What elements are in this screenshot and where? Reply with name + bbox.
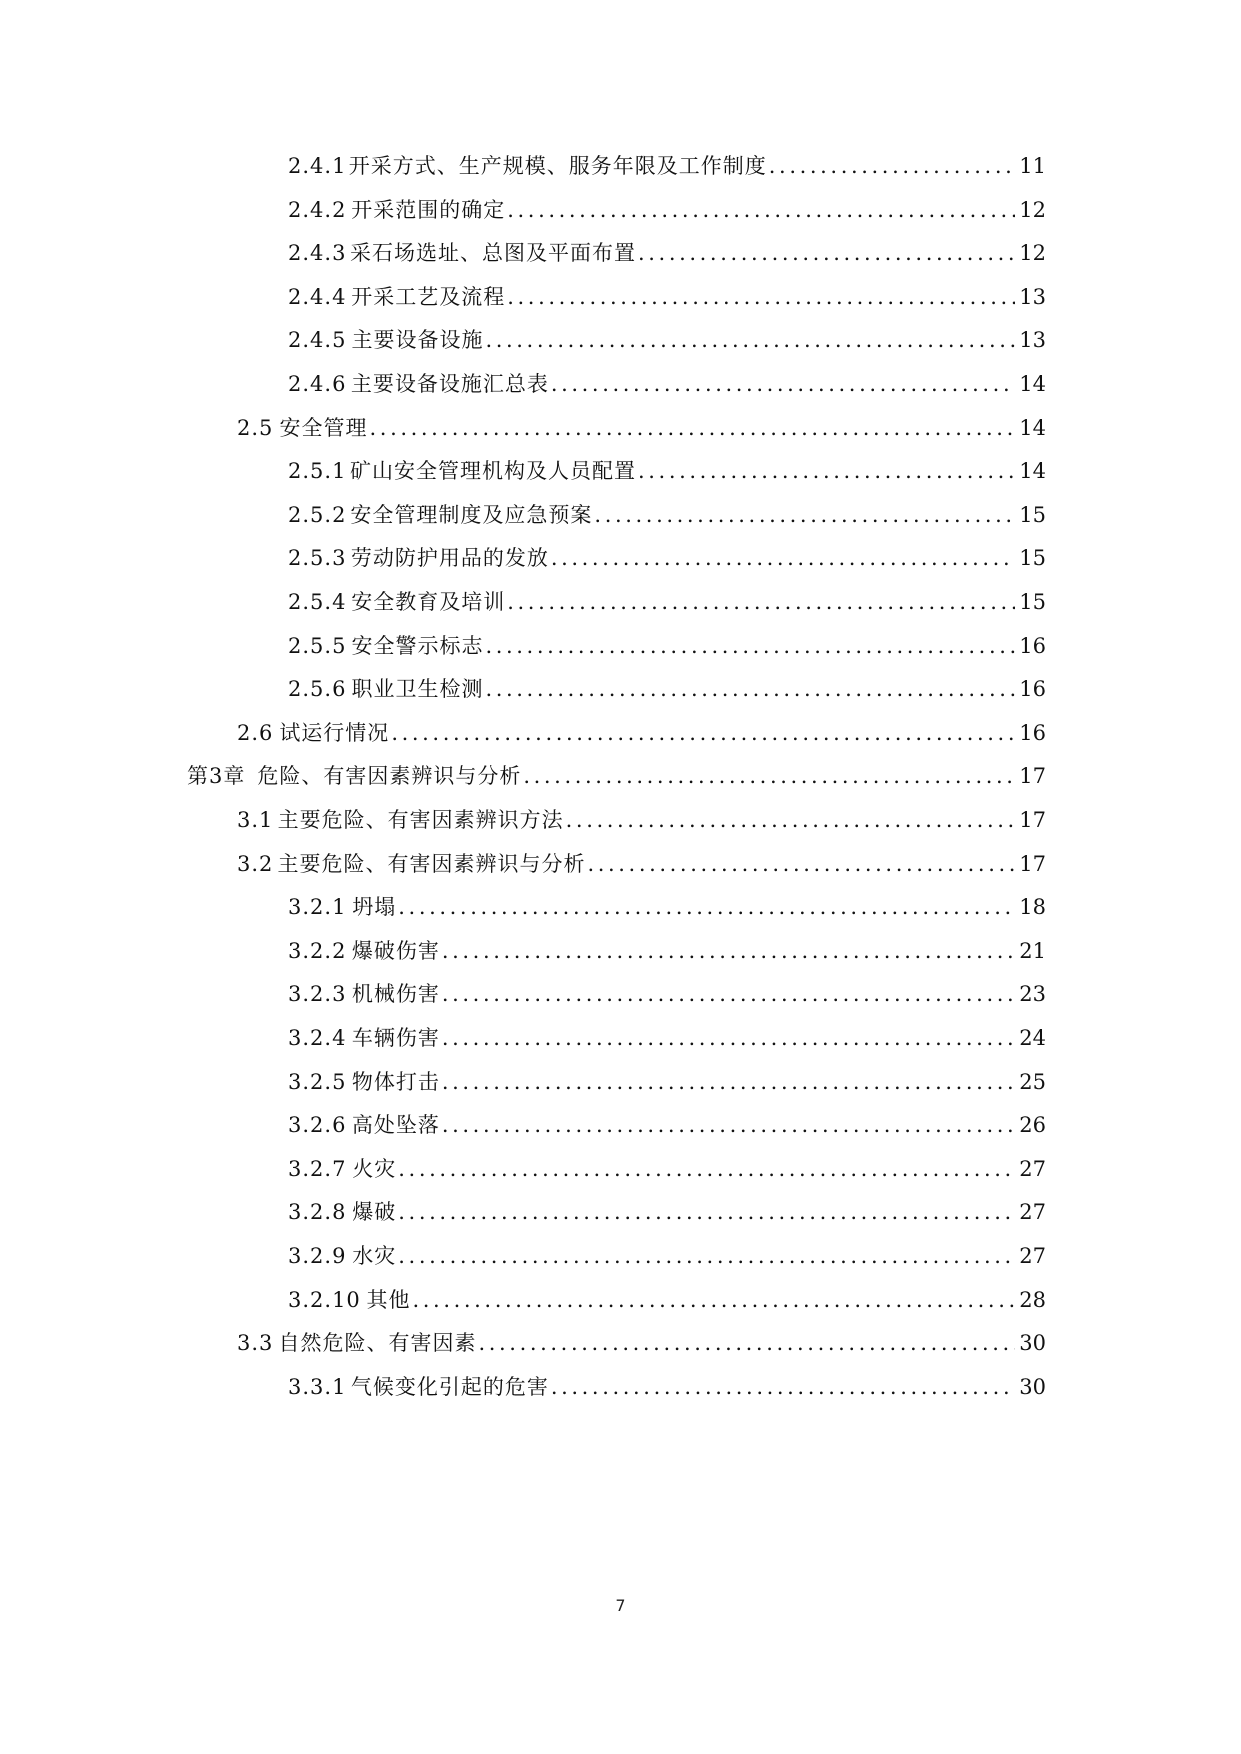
toc-entry-page: 12	[1019, 197, 1046, 222]
toc-dot-leader	[398, 891, 1015, 923]
toc-entry-title: 安全管理	[279, 415, 368, 440]
toc-entry[interactable]	[288, 630, 1046, 662]
toc-entry-page: 25	[1019, 1069, 1046, 1094]
toc-entry-number: 3.2.10	[288, 1287, 361, 1312]
toc-dot-leader	[442, 1109, 1015, 1141]
toc-entry-number: 3.2.2	[288, 938, 347, 963]
toc-entry[interactable]	[288, 1066, 1046, 1098]
toc-entry[interactable]	[237, 717, 1046, 749]
toc-entry-number: 2.6	[237, 720, 274, 745]
toc-dot-leader	[398, 1196, 1015, 1228]
toc-entry-title: 安全管理制度及应急预案	[350, 502, 593, 527]
toc-entry-number: 3.2	[237, 851, 274, 876]
toc-entry-number: 2.5.2	[288, 502, 347, 527]
toc-entry-title: 主要设备设施汇总表	[350, 372, 549, 396]
toc-entry-title: 开采方式、生产规模、服务年限及工作制度	[348, 154, 767, 178]
toc-entry-page: 27	[1019, 1156, 1046, 1181]
toc-entry-title: 爆破	[352, 1200, 397, 1225]
toc-entry-page: 17	[1019, 808, 1046, 832]
toc-entry[interactable]	[288, 1284, 1046, 1316]
toc-entry-page: 15	[1019, 546, 1046, 571]
toc-entry-number: 2.4.2	[288, 197, 347, 222]
toc-entry-title: 劳动防护用品的发放	[350, 546, 549, 571]
toc-dot-leader	[442, 935, 1015, 967]
toc-entry-page: 21	[1019, 938, 1046, 963]
toc-dot-leader	[507, 194, 1015, 226]
toc-entry-number: 2.5.3	[288, 546, 347, 571]
toc-entry-number: 3.2.1	[288, 895, 347, 920]
toc-entry-page: 23	[1019, 982, 1046, 1007]
toc-entry[interactable]	[288, 499, 1046, 531]
toc-entry-page: 17	[1019, 764, 1046, 789]
toc-dot-leader	[769, 150, 1016, 182]
toc-entry[interactable]	[237, 1327, 1046, 1359]
toc-entry-page: 13	[1019, 328, 1046, 353]
toc-dot-leader	[551, 542, 1015, 574]
toc-entry[interactable]	[288, 1022, 1046, 1054]
toc-dot-leader	[523, 760, 1015, 792]
toc-entry[interactable]	[288, 586, 1046, 618]
toc-entry[interactable]	[288, 368, 1046, 400]
toc-entry-title: 危险、有害因素辨识与分析	[257, 764, 522, 789]
toc-entry[interactable]	[237, 412, 1046, 444]
toc-entry-number: 3.1	[237, 808, 274, 832]
toc-entry-page: 16	[1019, 633, 1046, 658]
toc-entry-number: 2.5.4	[288, 590, 347, 614]
toc-dot-leader	[507, 281, 1015, 313]
toc-dot-leader	[551, 368, 1015, 400]
toc-entry-page: 24	[1019, 1026, 1046, 1050]
toc-entry[interactable]	[288, 542, 1046, 574]
toc-entry-page: 26	[1019, 1113, 1046, 1138]
toc-dot-leader	[566, 804, 1016, 836]
toc-entry-number: 3.2.7	[288, 1156, 347, 1181]
toc-entry-page: 15	[1019, 590, 1046, 614]
toc-entry-number: 3.2.3	[288, 982, 347, 1007]
toc-entry[interactable]	[237, 804, 1046, 836]
toc-entry-number: 2.4.1	[288, 154, 347, 178]
toc-entry[interactable]	[288, 1109, 1046, 1141]
toc-entry-page: 30	[1019, 1331, 1046, 1356]
page-number: 7	[615, 1596, 626, 1615]
toc-entry-number: 3.3.1	[288, 1374, 347, 1399]
toc-entry-number: 2.4.4	[288, 284, 347, 309]
toc-dot-leader	[507, 586, 1015, 618]
toc-entry[interactable]	[288, 150, 1046, 182]
toc-entry-page: 16	[1019, 677, 1046, 702]
toc-entry-number: 2.5.1	[288, 459, 347, 484]
toc-entry-number: 3.2.4	[288, 1026, 347, 1050]
toc-dot-leader	[478, 1327, 1015, 1359]
toc-entry[interactable]	[237, 848, 1046, 880]
toc-entry-title: 安全警示标志	[351, 633, 484, 658]
toc-entry-page: 12	[1019, 241, 1046, 266]
toc-dot-leader	[587, 848, 1015, 880]
toc-entry-number: 3.2.8	[288, 1200, 347, 1225]
toc-entry-title: 坍塌	[352, 895, 397, 920]
toc-entry[interactable]	[288, 1153, 1046, 1185]
toc-entry-title: 主要危险、有害因素辨识与分析	[277, 851, 586, 876]
toc-entry-page: 13	[1019, 284, 1046, 309]
toc-entry-number: 3.3	[237, 1331, 274, 1356]
toc-entry-page: 28	[1019, 1287, 1046, 1312]
toc-entry-title: 水灾	[352, 1244, 397, 1268]
toc-entry-number: 2.4.5	[288, 328, 347, 353]
toc-entry-title: 高处坠落	[351, 1113, 440, 1138]
toc-entry[interactable]	[288, 1240, 1046, 1272]
toc-entry[interactable]	[288, 891, 1046, 923]
toc-entry-page: 15	[1019, 502, 1046, 527]
toc-entry-page: 18	[1019, 895, 1046, 920]
toc-entry-title: 安全教育及培训	[351, 590, 506, 614]
toc-entry-title: 主要设备设施	[351, 328, 484, 353]
toc-entry-title: 开采工艺及流程	[351, 284, 506, 309]
toc-entry-title: 开采范围的确定	[351, 197, 506, 222]
toc-entry[interactable]	[288, 978, 1046, 1010]
toc-entry-page: 30	[1019, 1374, 1046, 1399]
toc-dot-leader	[442, 1066, 1015, 1098]
toc-entry[interactable]	[187, 760, 1046, 792]
toc-dot-leader	[551, 1371, 1015, 1403]
toc-dot-leader	[485, 673, 1015, 705]
toc-dot-leader	[413, 1284, 1016, 1316]
toc-entry[interactable]	[288, 281, 1046, 313]
toc-entry-title: 采石场选址、总图及平面布置	[350, 241, 636, 266]
toc-entry-page: 16	[1019, 720, 1046, 745]
toc-entry[interactable]	[288, 673, 1046, 705]
toc-entry[interactable]	[288, 237, 1046, 269]
toc-entry-number: 2.5	[237, 415, 274, 440]
toc-entry[interactable]	[288, 1196, 1046, 1228]
toc-entry-title: 自然危险、有害因素	[278, 1331, 477, 1356]
toc-entry-title: 试运行情况	[279, 720, 390, 745]
toc-entry-title: 物体打击	[351, 1069, 440, 1094]
toc-entry-number: 2.4.6	[288, 372, 347, 396]
toc-entry-title: 职业卫生检测	[351, 677, 484, 702]
toc-dot-leader	[594, 499, 1015, 531]
toc-entry-page: 27	[1019, 1200, 1046, 1225]
toc-entry-page: 17	[1019, 851, 1046, 876]
toc-entry-page: 14	[1019, 415, 1046, 440]
toc-entry-page: 14	[1019, 459, 1046, 484]
toc-entry-number: 3.2.6	[288, 1113, 347, 1138]
toc-entry[interactable]	[288, 194, 1046, 226]
toc-entry[interactable]	[288, 324, 1046, 356]
toc-dot-leader	[485, 630, 1015, 662]
toc-entry-number: 2.4.3	[288, 241, 347, 266]
toc-dot-leader	[638, 455, 1015, 487]
toc-entry-number: 2.5.5	[288, 633, 347, 658]
toc-dot-leader	[485, 324, 1015, 356]
toc-dot-leader	[398, 1240, 1015, 1272]
toc-entry-title: 主要危险、有害因素辨识方法	[277, 808, 564, 832]
toc-entry[interactable]	[288, 455, 1046, 487]
toc-entry-page: 11	[1019, 154, 1046, 178]
toc-entry-title: 气候变化引起的危害	[350, 1374, 549, 1399]
toc-entry-title: 爆破伤害	[351, 938, 440, 963]
toc-entry-page: 14	[1019, 372, 1046, 396]
toc-dot-leader	[442, 1022, 1015, 1054]
toc-entry-page: 27	[1019, 1244, 1046, 1268]
toc-entry-title: 其他	[366, 1287, 411, 1312]
toc-entry-number: 3.2.5	[288, 1069, 347, 1094]
toc-entry-number: 第3章	[187, 764, 246, 789]
toc-entry[interactable]	[288, 1371, 1046, 1403]
toc-entry[interactable]	[288, 935, 1046, 967]
toc-dot-leader	[370, 412, 1016, 444]
toc-entry-number: 2.5.6	[288, 677, 347, 702]
toc-entry-number: 3.2.9	[288, 1244, 347, 1268]
toc-dot-leader	[442, 978, 1015, 1010]
toc-entry-title: 机械伤害	[351, 982, 440, 1007]
toc-dot-leader	[398, 1153, 1015, 1185]
toc-entry-title: 车辆伤害	[351, 1026, 440, 1050]
toc-entry-title: 火灾	[352, 1156, 397, 1181]
toc-dot-leader	[638, 237, 1015, 269]
toc-entry-title: 矿山安全管理机构及人员配置	[350, 459, 636, 484]
toc-dot-leader	[391, 717, 1015, 749]
